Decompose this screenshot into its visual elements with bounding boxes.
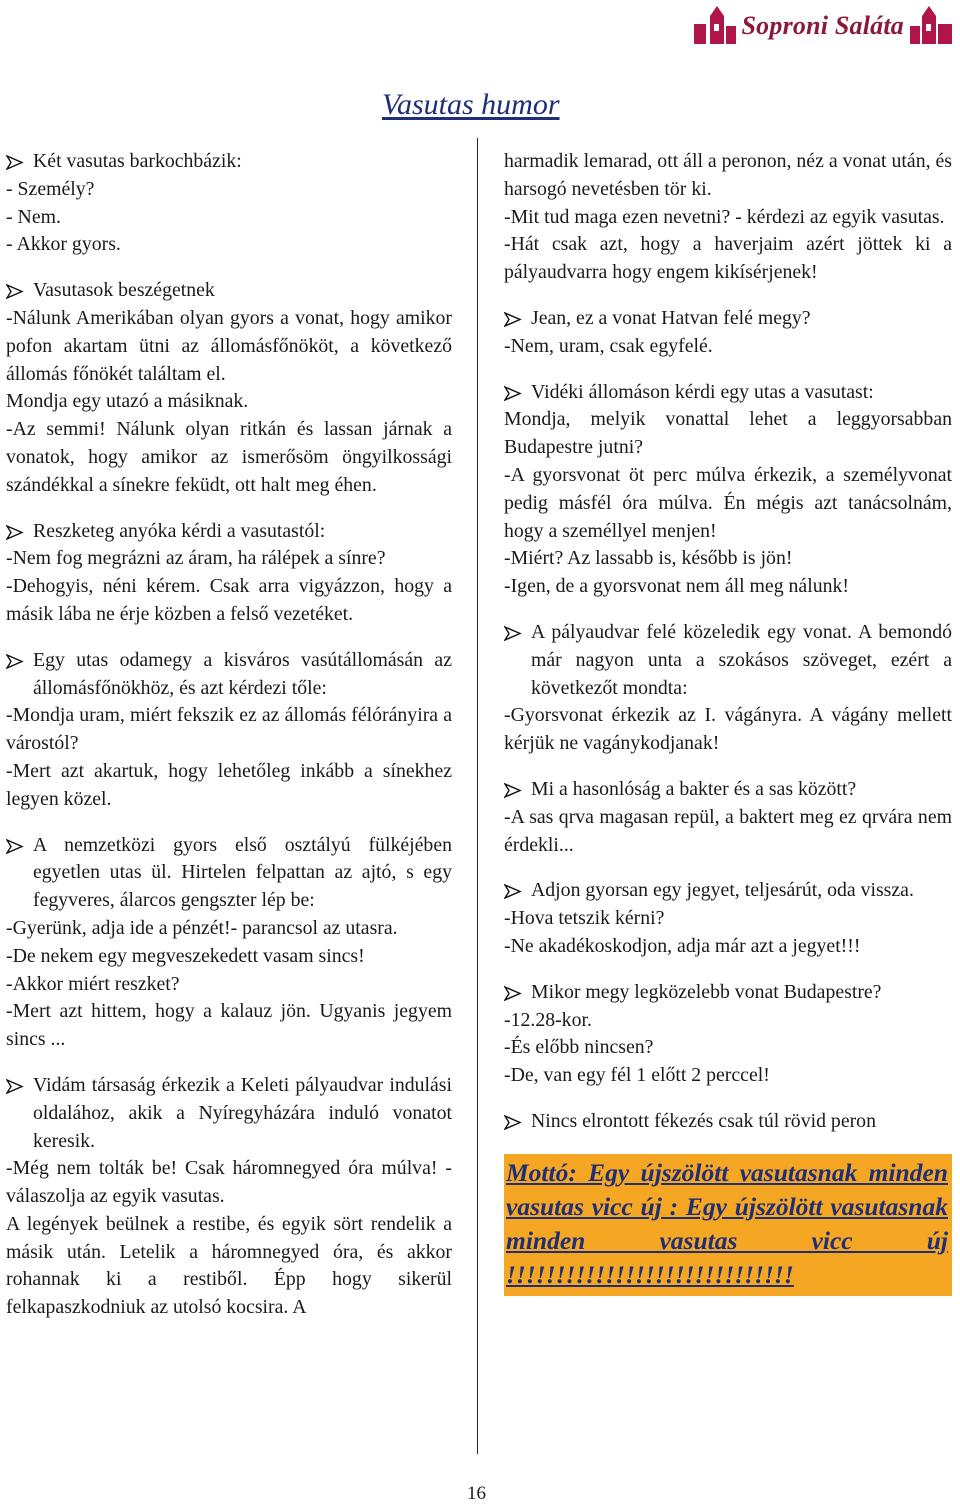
joke-lead: Vidéki állomáson kérdi egy utas a vasutast: [504, 379, 952, 407]
motto-box: Mottó: Egy újszölött vasutasnak minden vasutas vicc új : Egy újszölött vasutasnak minden vasutas vicc új !!!!!!!!!!!!!!!!!!!!!!!!!!!!! [504, 1154, 952, 1296]
joke-item [6, 1072, 452, 1322]
joke-line: -Mit tud maga ezen nevetni? - kérdezi az egyik vasutas. [504, 205, 945, 228]
joke-line: -Az semmi! Nálunk olyan ritkán és lassan járnak a vonatok, hogy amikor az ismerősöm öngyilkossági szándékkal a sínekre feküdt, ott halt meg éhen. [6, 418, 452, 496]
column-divider [477, 138, 478, 1454]
joke-lead: A nemzetközi gyors első osztályú fülkéjében egyetlen utas ül. Hirtelen felpattan az ajtó, s egy fegyveres, álarcos gengszter lép be: [6, 832, 452, 915]
joke-line: -A gyorsvonat öt perc múlva érkezik, a személyvonat pedig másfél óra múlva. Én mégis azt tanácsolnám, hogy a személlyel menjen! [504, 463, 952, 542]
joke-lead: Reszketeg anyóka kérdi a vasutastól: [6, 518, 452, 546]
joke-line: -Miért? Az lassabb is, később is jön! [504, 547, 793, 570]
church-building-icon [692, 6, 738, 46]
joke-line: -A sas qrva magasan repül, a baktert meg ez qrvára nem érdekli... [504, 805, 952, 856]
joke-line: -Nálunk Amerikában olyan gyors a vonat, hogy amikor pofon akartam ütni az állomásfőnököt, a következő állomás főnökét találtam el. [6, 306, 452, 385]
joke-item [6, 148, 452, 259]
arrow-bullet-icon [504, 386, 522, 401]
arrow-bullet-icon [6, 839, 24, 854]
arrow-bullet-icon [6, 155, 24, 170]
joke-lead: Mikor megy legközelebb vonat Budapestre? [504, 979, 952, 1007]
arrow-bullet-icon [6, 654, 24, 669]
joke-line: -Dehogyis, néni kérem. Csak arra vigyázzon, hogy a másik lába ne érje közben a felső vezetéket. [6, 575, 452, 625]
joke-line: -Hát csak azt, hogy a haverjaim azért jöttek ki a pályaudvarra hogy engem kikísérjenek! [504, 233, 952, 284]
arrow-bullet-icon [504, 884, 522, 899]
joke-item [504, 619, 952, 758]
arrow-bullet-icon [6, 525, 24, 540]
arrow-bullet-icon [504, 986, 522, 1001]
church-building-icon [908, 6, 954, 46]
joke-line: A legények beülnek a restibe, és egyik sört rendelik a másik után. Letelik a háromnegyed óra, és akkor rohannak ki a restiből. Épp hogy sikerül felkapaszkodniuk az utolsó kocsira. A [6, 1212, 452, 1319]
joke-line: - Akkor gyors. [6, 233, 121, 256]
arrow-bullet-icon [504, 626, 522, 641]
joke-line: -Mert azt hittem, hogy a kalauz jön. Ugyanis jegyem sincs ... [6, 1000, 452, 1051]
joke-item [6, 832, 452, 1054]
arrow-bullet-icon [504, 783, 522, 798]
joke-lead: Két vasutas barkochbázik: [6, 148, 452, 176]
joke-line: -Még nem tolták be! Csak háromnegyed óra múlva! - válaszolja az egyik vasutas. [6, 1157, 452, 1208]
joke-line: harmadik lemarad, ott áll a peronon, néz a vonat után, és harsogó nevetésben tör ki. [504, 150, 952, 200]
joke-line: - Nem. [6, 205, 61, 228]
right-column [504, 148, 952, 1296]
joke-line: Mondja egy utazó a másiknak. [6, 390, 249, 413]
joke-item [504, 1108, 952, 1136]
brand-title: Soproni Saláta [741, 11, 904, 40]
joke-item [504, 877, 952, 960]
page-number: 16 [467, 1483, 486, 1504]
joke-line: -12.28-kor. [504, 1008, 592, 1031]
joke-item [6, 277, 452, 499]
joke-line: -Igen, de a gyorsvonat nem áll meg nálunk! [504, 575, 849, 598]
arrow-bullet-icon [6, 284, 24, 299]
joke-item [6, 647, 452, 814]
section-title: Vasutas humor [382, 88, 560, 121]
joke-item [504, 148, 952, 287]
arrow-bullet-icon [6, 1079, 24, 1094]
joke-line: -Gyorsvonat érkezik az I. vágányra. A vágány mellett kérjük ne vagánykodjanak! [504, 704, 952, 755]
joke-lead: Nincs elrontott fékezés csak túl rövid peron [504, 1108, 952, 1136]
arrow-bullet-icon [504, 312, 522, 327]
joke-lead: A pályaudvar felé közeledik egy vonat. A bemondó már nagyon unta a szokásos szöveget, ezért a következőt mondta: [504, 619, 952, 702]
joke-lead: Vasutasok beszégetnek [6, 277, 452, 305]
joke-line: -Mondja uram, miért fekszik ez az állomás félórányira a várostól? [6, 704, 452, 755]
joke-line: -Nem fog megrázni az áram, ha rálépek a sínre? [6, 547, 386, 570]
joke-line: -Akkor miért reszket? [6, 972, 180, 995]
joke-item [504, 305, 952, 361]
masthead [692, 6, 954, 46]
joke-item [504, 979, 952, 1090]
joke-line: -De, van egy fél 1 előtt 2 perccel! [504, 1064, 770, 1087]
joke-line: -Hova tetszik kérni? [504, 907, 665, 930]
joke-lead: Jean, ez a vonat Hatvan felé megy? [504, 305, 952, 333]
joke-lead: Mi a hasonlóság a bakter és a sas között? [504, 776, 952, 804]
joke-line: -Gyerünk, adja ide a pénzét!- parancsol az utasra. [6, 916, 398, 939]
joke-line: -De nekem egy megveszekedett vasam sincs! [6, 944, 365, 967]
joke-line: -Nem, uram, csak egyfelé. [504, 334, 713, 357]
joke-line: -Ne akadékoskodjon, adja már azt a jegyet!!! [504, 934, 861, 957]
joke-lead: Adjon gyorsan egy jegyet, teljesárút, oda vissza. [504, 877, 952, 905]
joke-item [6, 518, 452, 629]
left-column [6, 148, 452, 1340]
joke-lead: Egy utas odamegy a kisváros vasútállomásán az állomásfőnökhöz, és azt kérdezi tőle: [6, 647, 452, 703]
arrow-bullet-icon [504, 1115, 522, 1130]
joke-line: - Személy? [6, 177, 95, 200]
joke-line: -Mert azt akartuk, hogy lehetőleg inkább a sínekhez legyen közel. [6, 759, 452, 810]
joke-line: Mondja, melyik vonattal lehet a leggyorsabban Budapestre jutni? [504, 408, 952, 459]
joke-line: -És előbb nincsen? [504, 1036, 654, 1059]
joke-item [504, 379, 952, 601]
joke-item [504, 776, 952, 859]
joke-lead: Vidám társaság érkezik a Keleti pályaudvar indulási oldalához, akik a Nyíregyházára induló vonatot keresik. [6, 1072, 452, 1155]
